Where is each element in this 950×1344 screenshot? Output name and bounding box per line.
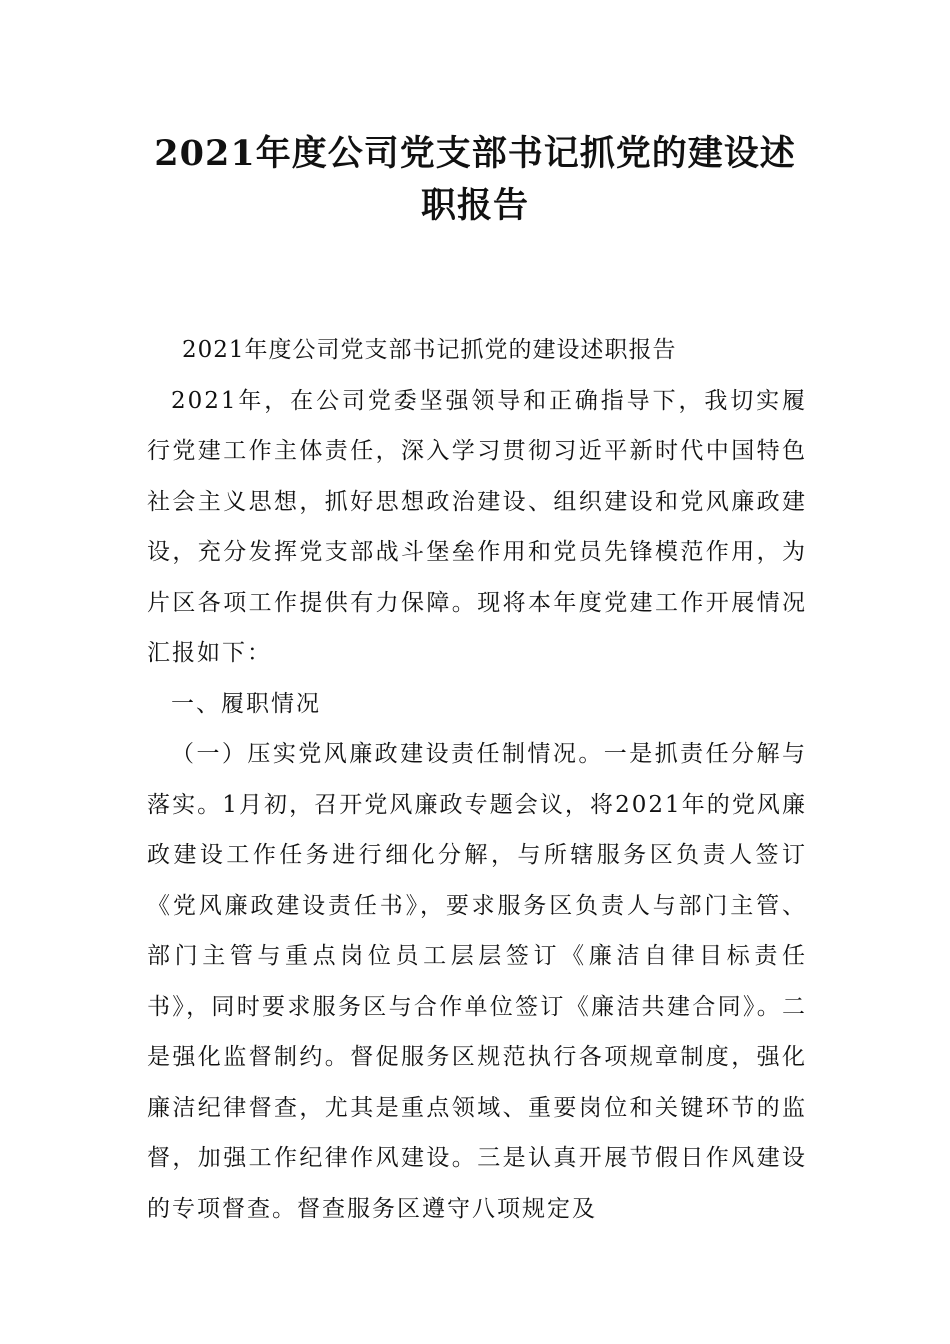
intro-paragraph: 2021年，在公司党委坚强领导和正确指导下，我切实履行党建工作主体责任，深入学习贯彻习近平新时代中国特色社会主义思想，抓好思想政治建设、组织建设和党风廉政建设，充分发挥党支部战斗堡垒作用和党员先锋模范作用，为片区各项工作提供有力保障。现将本年度党建工作开展情况汇报如下：	[147, 387, 807, 666]
document-body	[147, 325, 807, 1234]
document-subtitle: 2021年度公司党支部书记抓党的建设述职报告	[182, 337, 677, 363]
document-title: 2021年度公司党支部书记抓党的建设述职报告	[154, 133, 796, 226]
section-heading: 一、履职情况	[171, 690, 321, 717]
section-paragraph: （一）压实党风廉政建设责任制情况。一是抓责任分解与落实。1月初，召开党风廉政专题会议，将2021年的党风廉政建设工作任务进行细化分解，与所辖服务区负责人签订《党风廉政建设责任书》，要求服务区负责人与部门主管、部门主管与重点岗位员工层层签订《廉洁自律目标责任书》，同时要求服务区与合作单位签订《廉洁共建合同》。二是强化监督制约。督促服务区规范执行各项规章制度，强化廉洁纪律督查，尤其是重点领域、重要岗位和关键环节的监督，加强工作纪律作风建设。三是认真开展节假日作风建设的专项督查。督查服务区遵守八项规定及	[147, 741, 807, 1222]
